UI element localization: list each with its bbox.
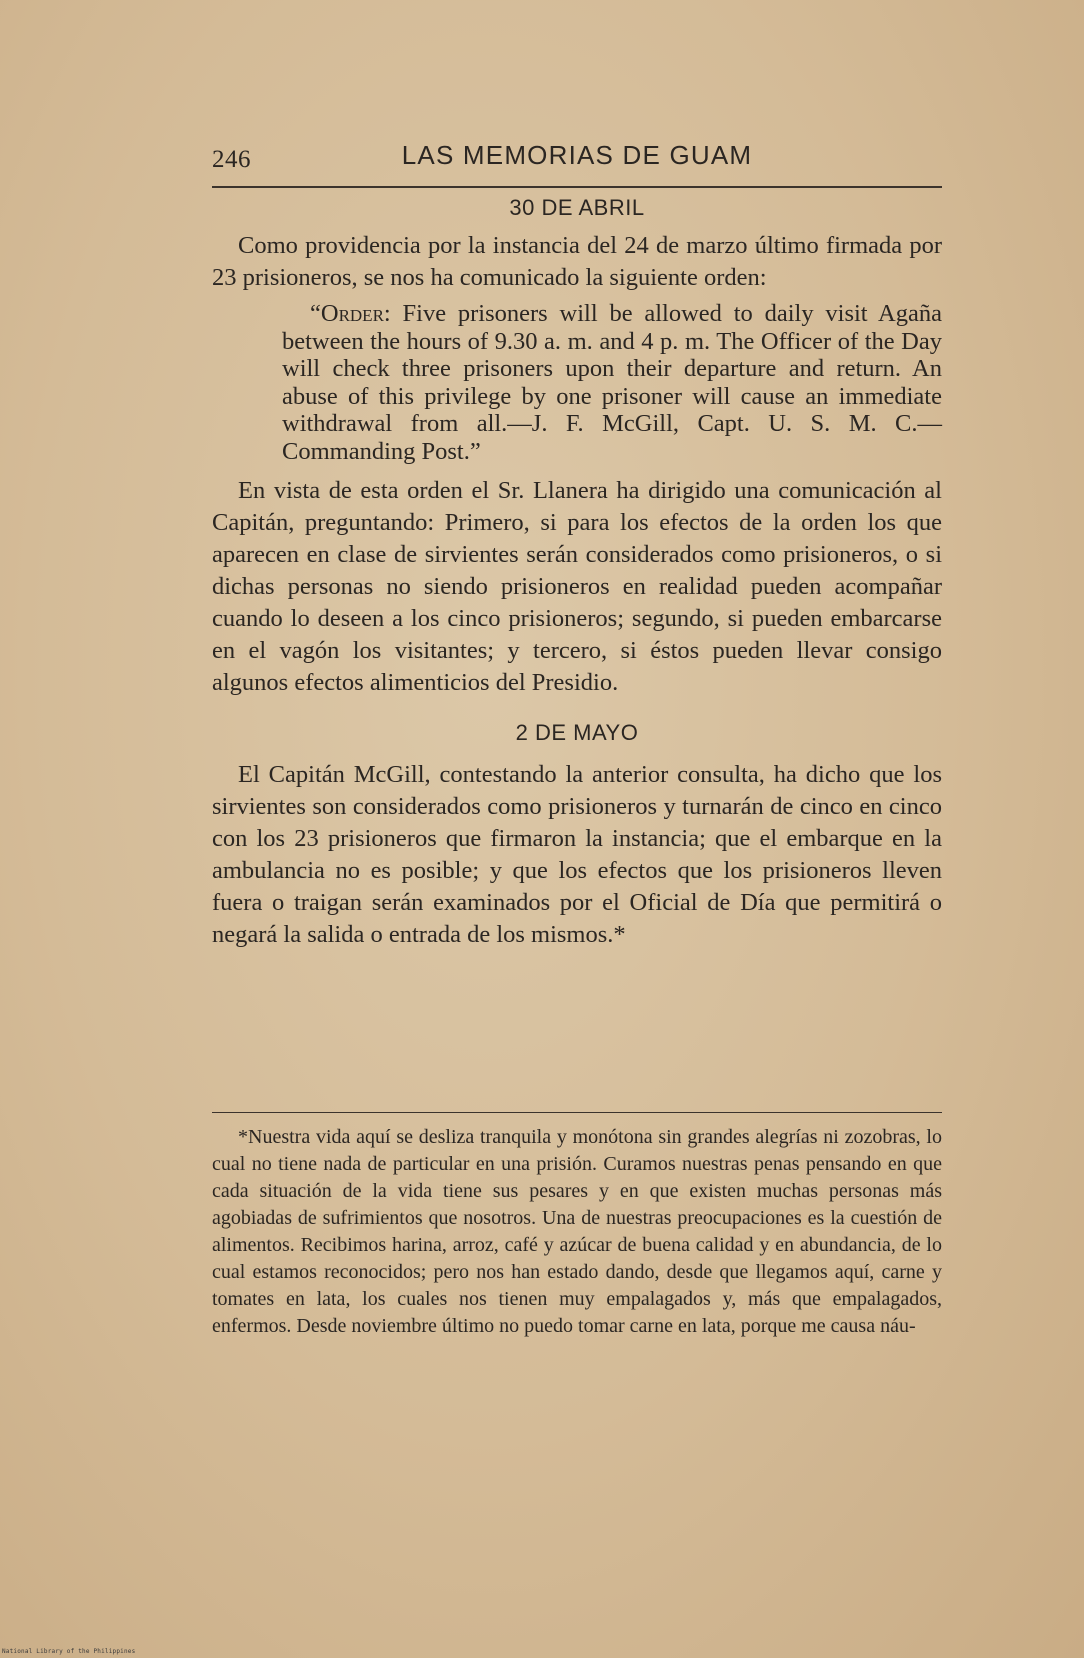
section-date-heading: 30 DE ABRIL	[509, 195, 645, 220]
library-credit: National Library of the Philippines	[2, 1648, 136, 1655]
footnote-rule	[212, 1112, 942, 1113]
page-header	[212, 140, 942, 176]
order-text: Five prisoners will be allowed to daily visit Agaña between the hours of 9.30 a. m. and 4 p. m. The Officer of the Day will check three prisoners upon their departure and return. An abuse of this privilege by one prisoner will cause an immediate withdrawal from all.—J. F. McGill, Capt. U. S. M. C.—Commanding Post.”	[282, 300, 942, 465]
body-paragraph: El Capitán McGill, contestando la anterior consulta, ha dicho que los sirvientes son considerados como prisioneros y turnarán de cinco en cinco con los 23 prisioneros que firmaron la instancia; que el embarque en la ambulancia no es posible; y que los efectos que los prisioneros lleven fuera o traigan serán examinados por el Oficial de Día que permitirá o negará la salida o entrada de los mismos.*	[212, 761, 942, 948]
follow-up-paragraph: En vista de esta orden el Sr. Llanera ha dirigido una comunicación al Capitán, preguntando: Primero, si para los efectos de la orden los que aparecen en clase de sirvientes serán considerados como prisioneros, o si dichas personas no siendo prisioneros en realidad pueden acompañar cuando lo deseen a los cinco prisioneros; segundo, si pueden embarcarse en el vagón los visitantes; y tercero, si éstos pueden llevar consigo algunos efectos alimenticios del Presidio.	[212, 477, 942, 696]
order-quote	[282, 300, 942, 465]
book-page	[212, 0, 942, 1658]
page-content	[212, 196, 942, 951]
order-label: “Order:	[310, 300, 391, 327]
running-title: LAS MEMORIAS DE GUAM	[401, 140, 753, 170]
page-number: 246	[212, 146, 251, 173]
section-date-heading: 2 DE MAYO	[515, 720, 639, 745]
header-rule	[212, 186, 942, 188]
intro-paragraph: Como providencia por la instancia del 24 de marzo último firmada por 23 prisioneros, se nos ha comunicado la siguiente orden:	[212, 232, 942, 291]
footnote: *Nuestra vida aquí se desliza tranquila y monótona sin grandes alegrías ni zozobras, lo cual no tiene nada de particular en una prisión. Curamos nuestras penas pensando en que cada situación de la vida tiene sus pesares y en que existen muchas personas más agobiadas de sufrimientos que nosotros. Una de nuestras preocupaciones es la cuestión de alimentos. Recibimos harina, arroz, café y azúcar de buena calidad y en abundancia, de lo cual estamos reconocidos; pero nos han estado dando, desde que llegamos aquí, carne y tomates en lata, los cuales nos tienen muy empalagados y, más que empalagados, enfermos. Desde noviembre último no puedo tomar carne en lata, porque me causa náu-	[212, 1126, 942, 1337]
